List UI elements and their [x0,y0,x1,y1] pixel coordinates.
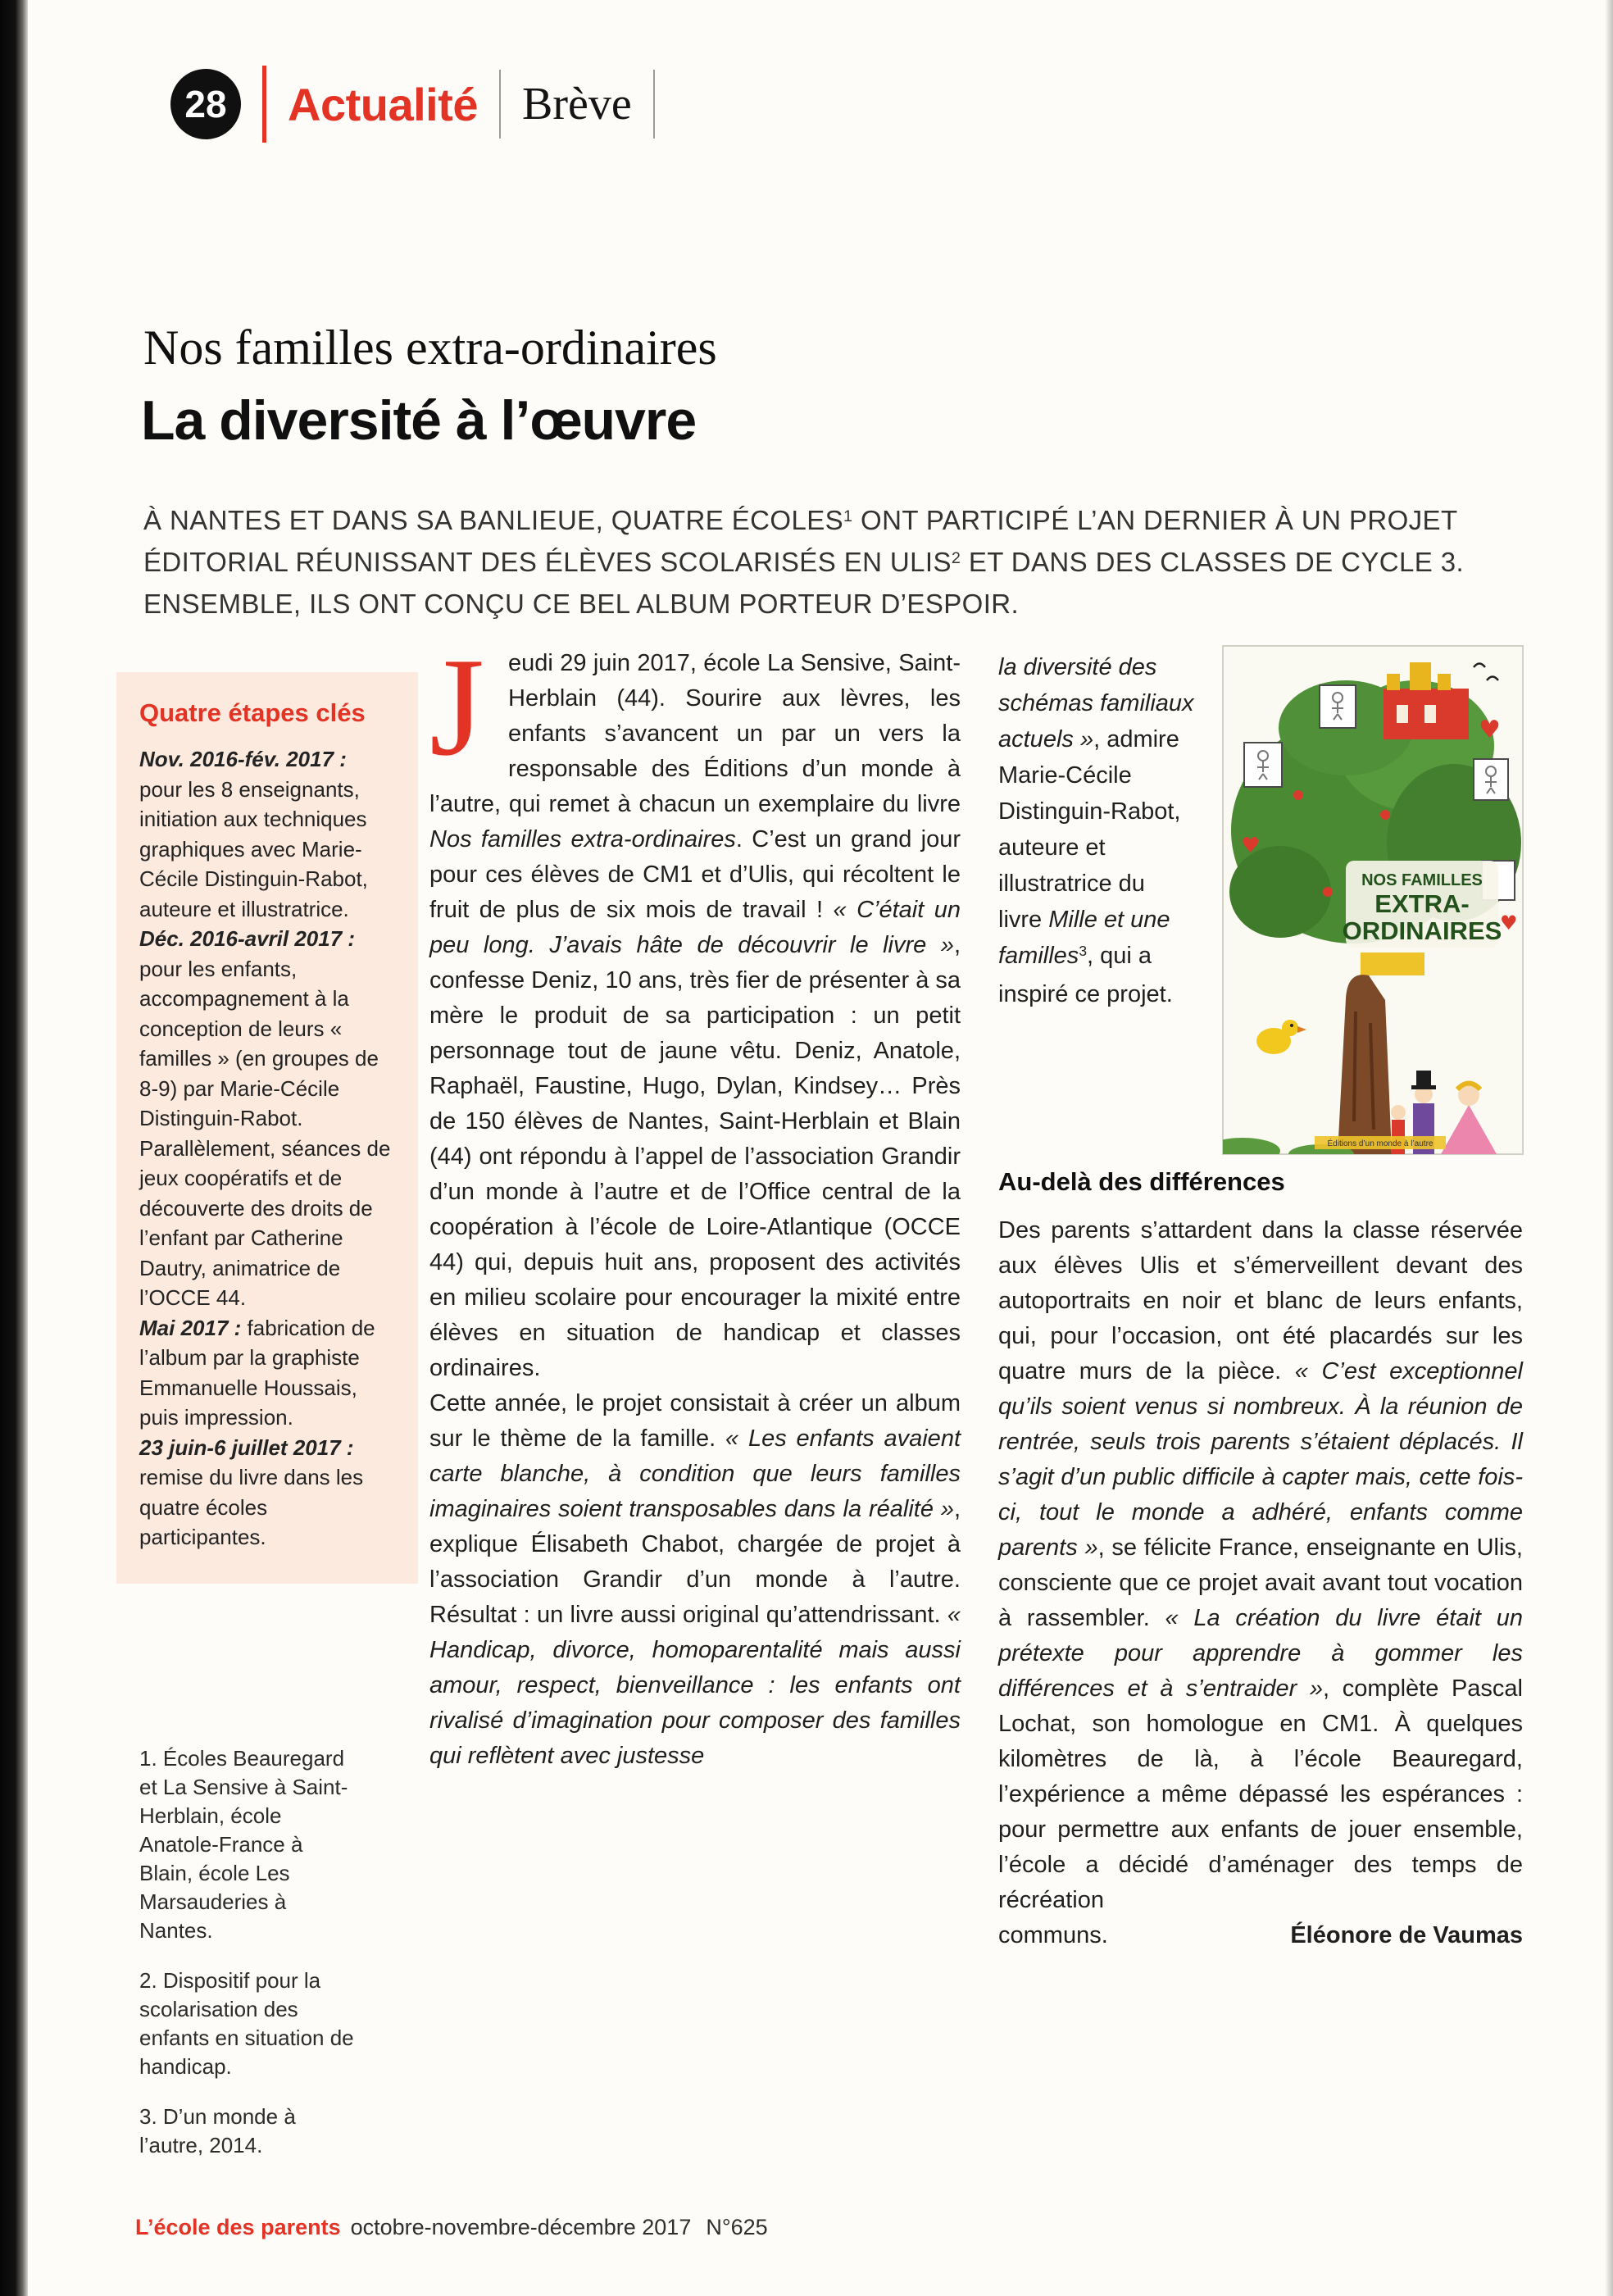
magazine-name: L’école des parents [135,2215,341,2239]
svg-text:♥: ♥ [1500,912,1518,934]
footnote-ref-1: 1 [843,507,853,526]
drop-cap: J [429,630,484,785]
footnote-3: 3. D’un monde à l’autre, 2014. [139,2104,296,2157]
section-beyond-differences [998,1167,1523,1953]
quote-text: la diversité des schémas familiaux actuels » [998,654,1194,752]
continuation-paragraph [998,649,1195,1012]
body-text: , explique Élisabeth Chabot, chargée de projet à l’association Grandir d’un monde à l’autre. Résultat : un livre aussi original qu’attendrissant. [429,1496,961,1628]
rubric-label: Brève [522,79,632,130]
svg-text:♥: ♥ [1241,834,1261,858]
sidebar-step-2 [139,924,395,1313]
byline-row [998,1918,1523,1953]
standfirst-text: ONT PARTICIPÉ L’AN DERNIER À UN PROJET ÉDITORIAL RÉUNISSANT DES ÉLÈVES SCOLARISÉS EN ULIS [143,505,1457,577]
page-header [170,66,676,143]
section-heading: Au-delà des différences [998,1167,1285,1196]
quote-text: « Les enfants avaient carte blanche, à condition que leurs familles imaginaires soient transposables dans la réalité » [429,1425,961,1522]
step-date: Mai 2017 : [139,1315,242,1340]
page-number: 28 [184,83,227,125]
section-label: Actualité [288,78,478,130]
yellow-plaque-icon [1361,952,1424,975]
step-date: Nov. 2016-fév. 2017 : [139,747,347,771]
key-steps-sidebar [116,672,418,1584]
section-paragraph [998,1213,1523,1918]
cover-title-line2: EXTRA- [1374,889,1470,918]
step-text: pour les enfants, accompagnement à la conception de leurs « familles » (en groupes de 8-9) par Marie-Cécile Distinguin-Rabot. Parallèlement, séances de jeux coopératifs et de découverte des droits de l’enfant par Catherine Dautry, animatrice de l’OCCE 44. [139,956,391,1310]
svg-text:♥: ♥ [1479,716,1501,744]
page-number-badge [170,69,241,139]
article-paragraph-1 [429,630,961,1386]
cover-title [1343,861,1502,948]
body-text: communs. [998,1922,1108,1948]
scan-right-edge [1605,0,1613,2296]
page-footer [135,2215,768,2240]
step-text: fabrication de l’album par la graphiste Emmanuelle Houssais, puis impression. [139,1315,375,1430]
body-text: Des parents s’attardent dans la classe réservée aux élèves Ulis et s’émerveillent devant des autoportraits en noir et blanc de leurs enfants, qui, pour l’occasion, ont été placardés sur les quatre murs de la pièce. [998,1217,1523,1384]
body-text: , se félicite France, enseignante en Ulis, consciente que ce projet avait avant tout vocation à rassembler. [998,1534,1523,1631]
quote-text: « La création du livre était un prétexte pour apprendre à gommer les différences et à s’entraider » [998,1605,1523,1702]
cover-title-line1: NOS FAMILLES [1361,871,1483,889]
sidebar-step-4 [139,1433,395,1553]
article-main-column [429,630,961,1774]
divider [499,70,501,139]
body-text: eudi 29 juin 2017, école La Sensive, Saint-Herblain (44). Sourire aux lèvres, les enfants s’avancent un par un vers la responsable des Éditions d’un monde à l’autre, qui remet à chacun un exemplaire du livre [429,650,961,817]
body-text: , confesse Deniz, 10 ans, très fier de présenter à sa mère le produit de sa participation : un petit personnage tout de jaune vêtu. Deniz, Anatole, Raphaël, Faustine, Hugo, Dylan, Kindsey… Près de 150 élèves de Nantes, Saint-Herblain et Blain (44) ont répondu à l’appel de l’association Grandir d’un monde à l’autre et de l’Office central de la coopération à l’école de Loire-Atlantique (OCCE 44) qui, depuis huit ans, proposent des activités en milieu scolaire pour encourager la mixité entre élèves en situation de handicap et classes ordinaires. [429,932,961,1381]
sidebar-step-1 [139,744,395,924]
sidebar-title: Quatre étapes clés [139,698,366,727]
footnotes [139,1744,359,2181]
book-cover-illustration [1223,646,1523,1154]
step-date: Déc. 2016-avril 2017 : [139,926,356,951]
step-date: 23 juin-6 juillet 2017 : [139,1434,354,1460]
cover-title-line3: ORDINAIRES [1342,916,1502,945]
standfirst-text: À NANTES ET DANS SA BANLIEUE, QUATRE ÉCOLES [143,505,844,535]
quote-text: « C’était un peu long. J’avais hâte de découvrir le livre » [429,897,961,958]
footnote-ref-3: 3 [1079,943,1087,960]
standfirst [143,502,1520,622]
publisher-name: Éditions d’un monde à l’autre [1327,1139,1434,1148]
step-text: remise du livre dans les quatre écoles participantes. [139,1465,364,1549]
body-text: Cette année, le projet consistait à créer un album sur le thème de la famille. [429,1390,961,1452]
footnote-2: 2. Dispositif pour la scolarisation des enfants en situation de handicap. [139,1968,354,2079]
author-byline: Éléonore de Vaumas [1290,1922,1523,1948]
divider [653,70,655,139]
body-text: . C’est un grand jour pour ces élèves de CM1 et d’Ulis, qui récoltent le fruit de plus de six mois de travail ! [429,826,961,923]
footnote-ref-2: 2 [951,549,961,568]
article-title: La diversité à l’œuvre [141,389,697,452]
quote-text: « Handicap, divorce, homoparentalité mais aussi amour, respect, bienveillance : les enfants ont rivalisé d’imagination pour composer des familles qui reflètent avec justesse [429,1602,961,1769]
standfirst-text: ET DANS DES CLASSES DE CYCLE 3. ENSEMBLE, ILS ONT CONÇU CE BEL ALBUM PORTEUR D’ESPOIR. [143,547,1465,619]
step-text: pour les 8 enseignants, initiation aux techniques graphiques avec Marie-Cécile Distinguin-Rabot, auteure et illustratrice. [139,776,368,921]
body-text: , complète Pascal Lochat, son homologue en CM1. À quelques kilomètres de là, à l’école Beauregard, l’expérience a même dépassé les espérances : pour permettre aux enfants de jouer ensemble, l’école a décidé d’aménager des temps de récréation [998,1675,1523,1913]
footnote-1: 1. Écoles Beauregard et La Sensive à Saint-Herblain, école Anatole-France à Blain, école Les Marsauderies à Nantes. [139,1746,348,1943]
article-kicker-title: Nos familles extra-ordinaires [143,321,717,375]
issue-date: octobre-novembre-décembre 2017 [350,2215,692,2239]
scan-left-edge [0,0,28,2296]
article-continuation-column [998,649,1195,1012]
issue-number: N°625 [706,2215,768,2239]
tree-trunk-icon [1338,975,1392,1154]
red-divider [262,66,266,143]
sidebar-step-3 [139,1313,395,1433]
book-title-text: Mille et une familles [998,907,1170,969]
quote-text: « C’est exceptionnel qu’ils soient venus si nombreux. À la réunion de rentrée, seuls trois parents s’étaient déplacés. Il s’agit d’un public difficile à capter mais, cette fois-ci, tout le monde a adhéré, enfants comme parents » [998,1358,1524,1561]
book-title-text: Nos familles extra-ordinaires [429,826,736,852]
body-text: , qui a inspiré ce projet. [998,943,1173,1007]
body-text: , admire Marie-Cécile Distinguin-Rabot, auteure et illustratrice du livre [998,726,1181,933]
publisher-strip [1315,1136,1446,1149]
article-paragraph-2 [429,1386,961,1774]
book-cover [1223,646,1523,1154]
